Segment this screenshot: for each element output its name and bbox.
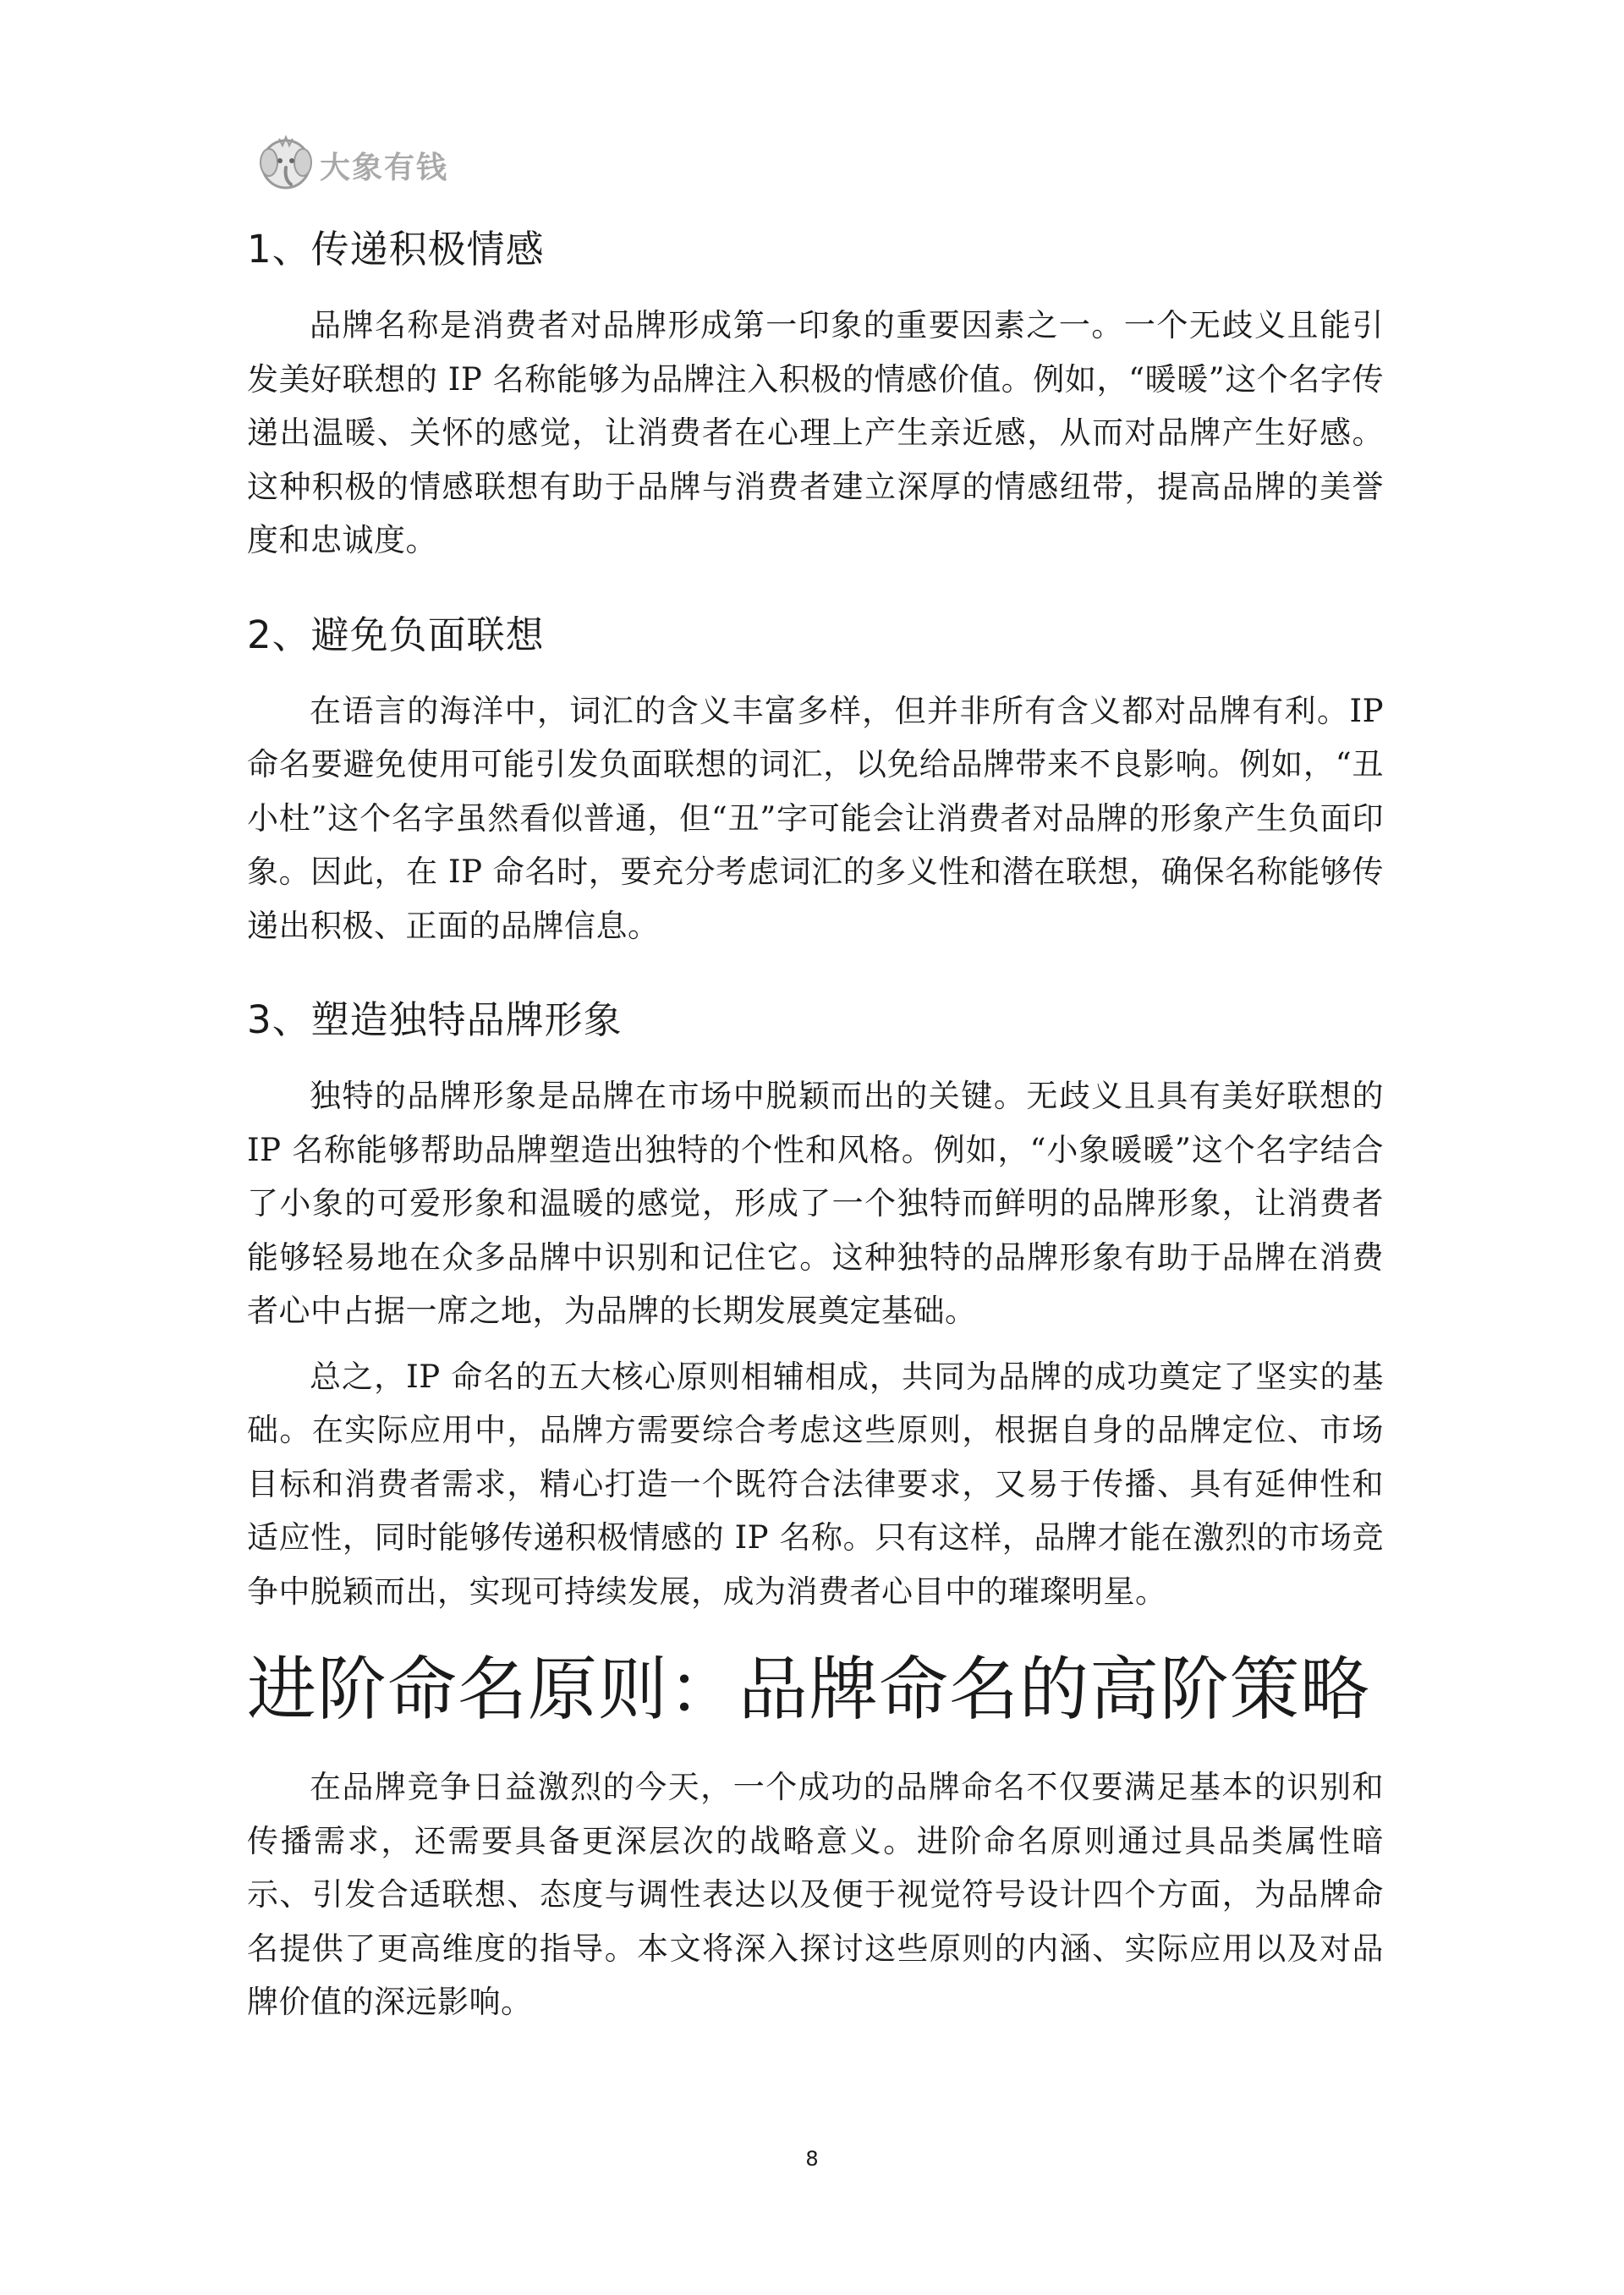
section-heading: 1、传递积极情感 bbox=[247, 227, 545, 272]
page-number: 8 bbox=[805, 2147, 819, 2171]
logo-text: 大象有钱 bbox=[320, 151, 449, 185]
section-2 bbox=[247, 610, 1384, 953]
summary-paragraph: 总之，IP 命名的五大核心原则相辅相成，共同为品牌的成功奠定了坚实的基础。在实际应用中，品牌方需要综合考虑这些原则，根据自身的品牌定位、市场目标和消费者需求，精心打造一个既符合法律要求，又易于传播、具有延伸性和适应性，同时能够传递积极情感的 IP 名称。只有这样，品牌才能在激烈的市场竞争中脱颖而出，实现可持续发展，成为消费者心目中的璀璨明星。 bbox=[247, 1358, 1384, 1610]
section-heading: 2、避免负面联想 bbox=[247, 612, 545, 657]
document-body bbox=[247, 224, 1384, 2041]
section-paragraph: 独特的品牌形象是品牌在市场中脱颖而出的关键。无歧义且具有美好联想的 IP 名称能够帮助品牌塑造出独特的个性和风格。例如，“小象暖暖”这个名字结合了小象的可爱形象和温暖的感觉，形成了一个独特而鲜明的品牌形象，让消费者能够轻易地在众多品牌中识别和记住它。这种独特的品牌形象有助于品牌在消费者心中占据一席之地，为品牌的长期发展奠定基础。 bbox=[247, 1078, 1384, 1329]
section-heading: 3、塑造独特品牌形象 bbox=[247, 997, 623, 1042]
section-paragraph: 品牌名称是消费者对品牌形成第一印象的重要因素之一。一个无歧义且能引发美好联想的 IP 名称能够为品牌注入积极的情感价值。例如，“暖暖”这个名字传递出温暖、关怀的感觉，让消费者在心理上产生亲近感，从而对品牌产生好感。这种积极的情感联想有助于品牌与消费者建立深厚的情感纽带，提高品牌的美誉度和忠诚度。 bbox=[247, 307, 1384, 558]
section-1 bbox=[247, 224, 1384, 568]
chapter-intro-paragraph: 在品牌竞争日益激烈的今天，一个成功的品牌命名不仅要满足基本的识别和传播需求，还需要具备更深层次的战略意义。进阶命名原则通过具品类属性暗示、引发合适联想、态度与调性表达以及便于视觉符号设计四个方面，为品牌命名提供了更高维度的指导。本文将深入探讨这些原则的内涵、实际应用以及对品牌价值的深远影响。 bbox=[247, 1769, 1384, 2020]
section-paragraph: 在语言的海洋中，词汇的含义丰富多样，但并非所有含义都对品牌有利。IP 命名要避免使用可能引发负面联想的词汇，以免给品牌带来不良影响。例如，“丑小杜”这个名字虽然看似普通，但“丑”字可能会让消费者对品牌的形象产生负面印象。因此，在 IP 命名时，要充分考虑词汇的多义性和潜在联想，确保名称能够传递出积极、正面的品牌信息。 bbox=[247, 692, 1384, 944]
section-3 bbox=[247, 995, 1384, 1618]
chapter-title: 进阶命名原则：品牌命名的高阶策略 bbox=[247, 1650, 1371, 1730]
brand-logo bbox=[254, 129, 457, 196]
